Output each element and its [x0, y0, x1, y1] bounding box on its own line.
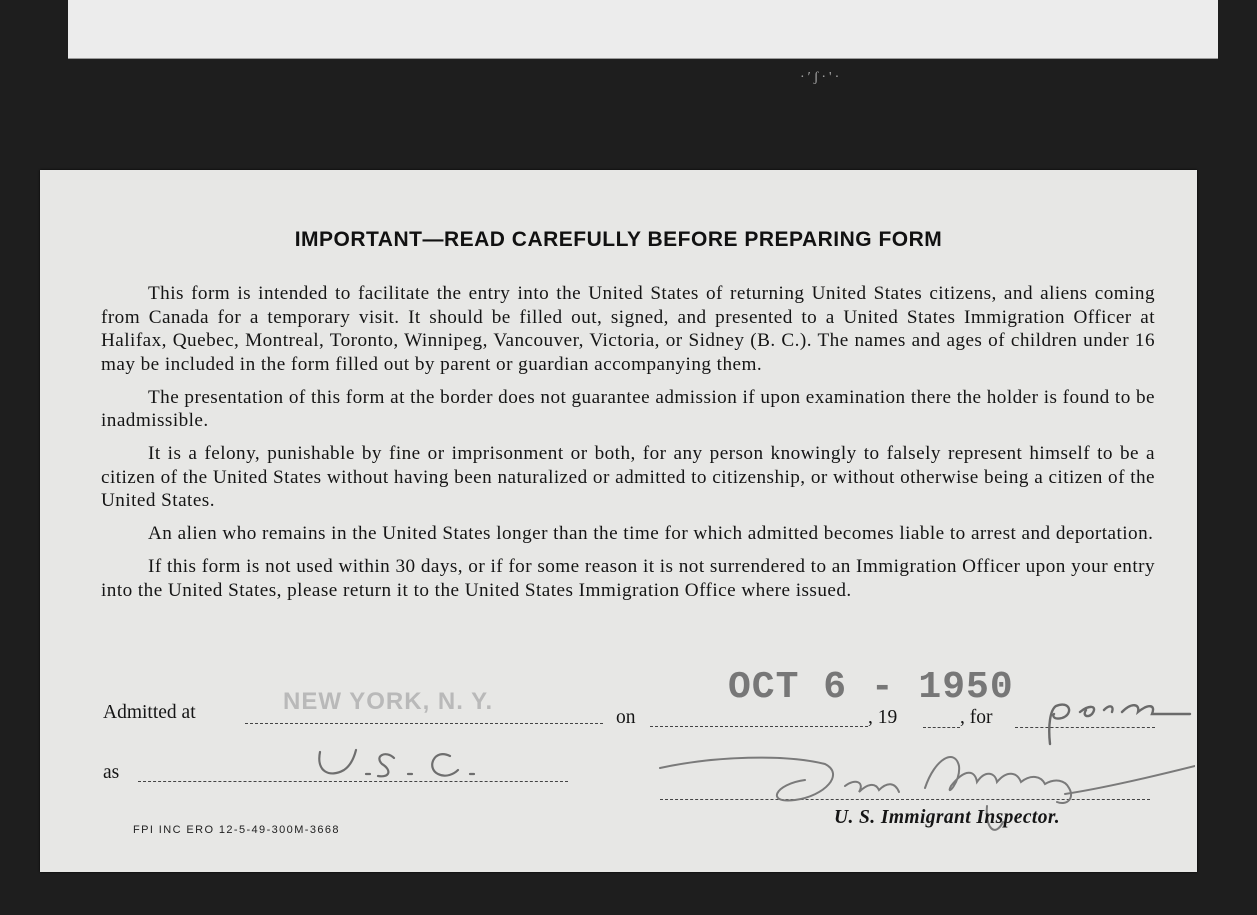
paragraph-purpose: This form is intended to facilitate the entry into the United States of returning United States citizens, and aliens coming from Canada for a temporary visit. It should be filled out, signed, and presented to a United States Immigration Officer at Halifax, Quebec, Montreal, Toronto, Winnipeg, Vancouver, Victoria, or Sidney (B. C.). The names and ages of children under 16 may be included in the form filled out by parent or guardian accompanying them.: [101, 283, 1155, 375]
paragraph-felony: It is a felony, punishable by fine or imprisonment or both, for any person knowingly to falsely represent himself to be a citizen of the United States without having been naturalized or admitted to citizenship, or without otherwise being a citizen of the United States.: [101, 443, 1155, 511]
paragraph-admission: The presentation of this form at the border does not guarantee admission if upon examination there the holder is found to be inadmissible.: [101, 386, 1155, 431]
form-code: FPI INC ERO 12-5-49-300M-3668: [133, 824, 340, 836]
paragraph-alien: An alien who remains in the United States longer than the time for which admitted becomes liable to arrest and deportation.: [148, 523, 1154, 544]
adjacent-document-edge: [68, 0, 1218, 59]
admitted-at-label: Admitted at: [103, 702, 196, 723]
form-instructions: [101, 282, 1155, 612]
inspector-label: U. S. Immigrant Inspector.: [834, 807, 1061, 828]
for-label: , for: [960, 707, 993, 728]
paragraph-return: If this form is not used within 30 days, or if for some reason it is not surrendered to an Immigration Officer upon your entry into the United States, please return it to the United States Immigration Office where issued.: [101, 556, 1155, 601]
handwritten-as-value: [310, 744, 510, 784]
as-label: as: [103, 762, 120, 783]
immigration-form-card: [40, 170, 1197, 872]
admitted-at-line: [245, 723, 603, 724]
date-stamp: OCT 6 - 1950: [728, 666, 1014, 709]
form-heading: IMPORTANT—READ CAREFULLY BEFORE PREPARING FORM: [294, 228, 943, 251]
year-line: [923, 727, 960, 728]
handwritten-for-value: [1040, 696, 1192, 748]
admitted-at-stamp: NEW YORK, N. Y.: [283, 688, 494, 715]
scan-marks: ·′ʃ·'·: [800, 70, 843, 85]
date-line: [650, 726, 868, 727]
year-label: , 19: [868, 707, 898, 728]
on-label: on: [616, 707, 636, 728]
